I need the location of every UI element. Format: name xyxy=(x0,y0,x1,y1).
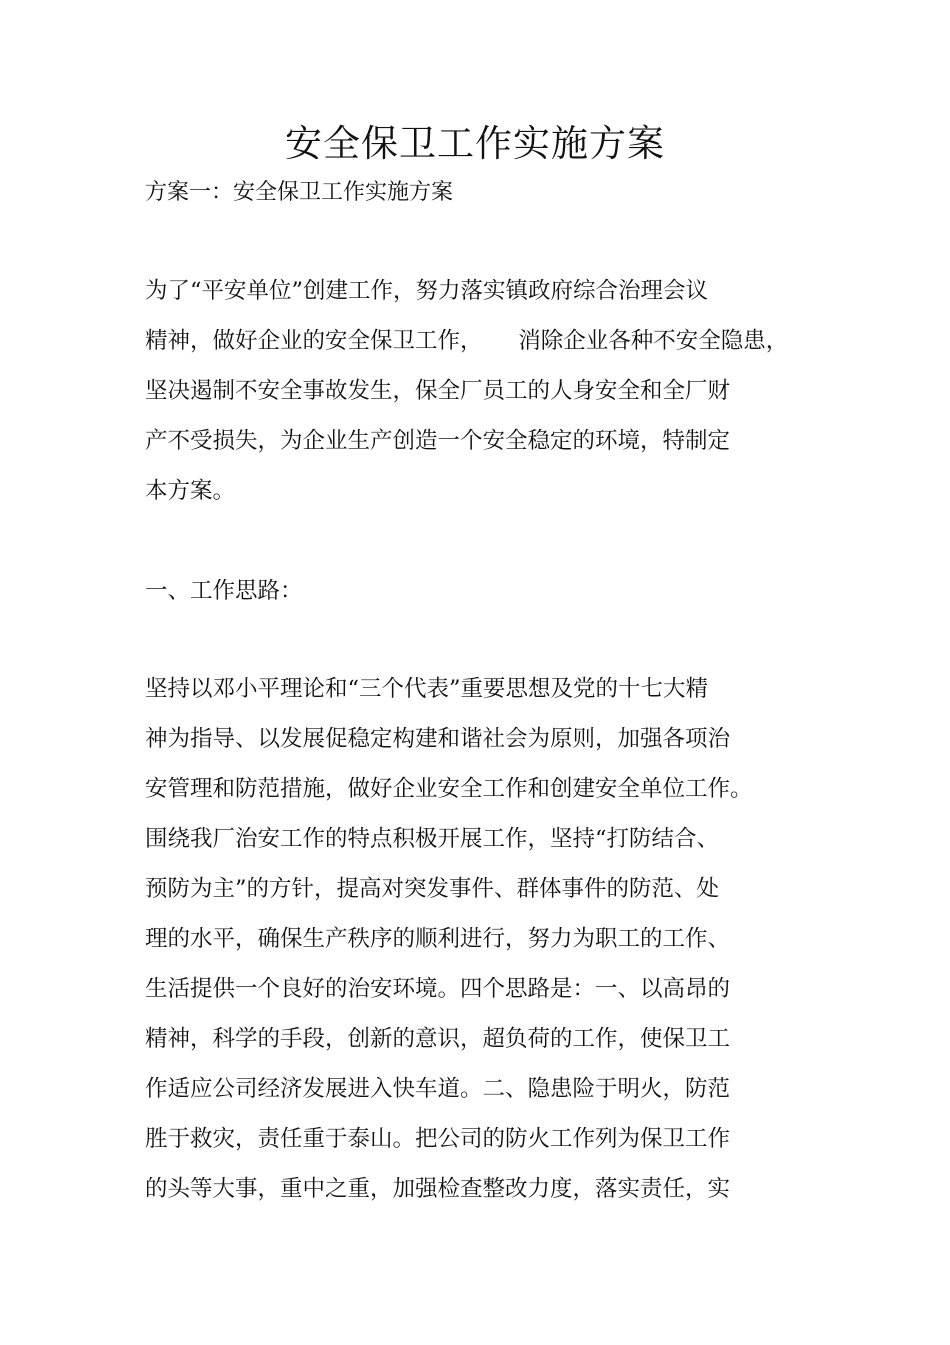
intro-line: 本方案。 xyxy=(145,478,236,504)
document-title: 安全保卫工作实施方案 xyxy=(285,122,665,165)
body-line: 围绕我厂治安工作的特点积极开展工作，坚持“打防结合、 xyxy=(145,826,720,852)
intro-line: 精神，做好企业的安全保卫工作， 消除企业各种不安全隐患， xyxy=(145,328,789,354)
document-subtitle: 方案一：安全保卫工作实施方案 xyxy=(145,180,454,205)
body-line: 安管理和防范措施，做好企业安全工作和创建安全单位工作。 xyxy=(145,776,753,802)
body-line: 的头等大事，重中之重，加强检查整改力度，落实责任，实 xyxy=(145,1176,731,1202)
body-line: 神为指导、以发展促稳定构建和谐社会为原则，加强各项治 xyxy=(145,726,731,752)
body-line: 预防为主”的方针，提高对突发事件、群体事件的防范、处 xyxy=(145,876,720,902)
body-line: 作适应公司经济发展进入快车道。二、隐患险于明火，防范 xyxy=(145,1076,731,1102)
body-line: 精神，科学的手段，创新的意识，超负荷的工作，使保卫工 xyxy=(145,1026,731,1052)
body-line: 坚持以邓小平理论和“三个代表”重要思想及党的十七大精 xyxy=(145,676,709,702)
intro-line: 产不受损失，为企业生产创造一个安全稳定的环境，特制定 xyxy=(145,428,731,454)
body-line: 胜于救灾，责任重于泰山。把公司的防火工作列为保卫工作 xyxy=(145,1126,731,1152)
body-line: 理的水平，确保生产秩序的顺利进行，努力为职工的工作、 xyxy=(145,926,731,952)
intro-line: 坚决遏制不安全事故发生，保全厂员工的人身安全和全厂财 xyxy=(145,378,731,404)
section-heading: 一、工作思路： xyxy=(145,578,303,604)
intro-line: 为了“平安单位”创建工作，努力落实镇政府综合治理会议 xyxy=(145,278,709,304)
body-line: 生活提供一个良好的治安环境。四个思路是：一、以高昂的 xyxy=(145,976,731,1002)
